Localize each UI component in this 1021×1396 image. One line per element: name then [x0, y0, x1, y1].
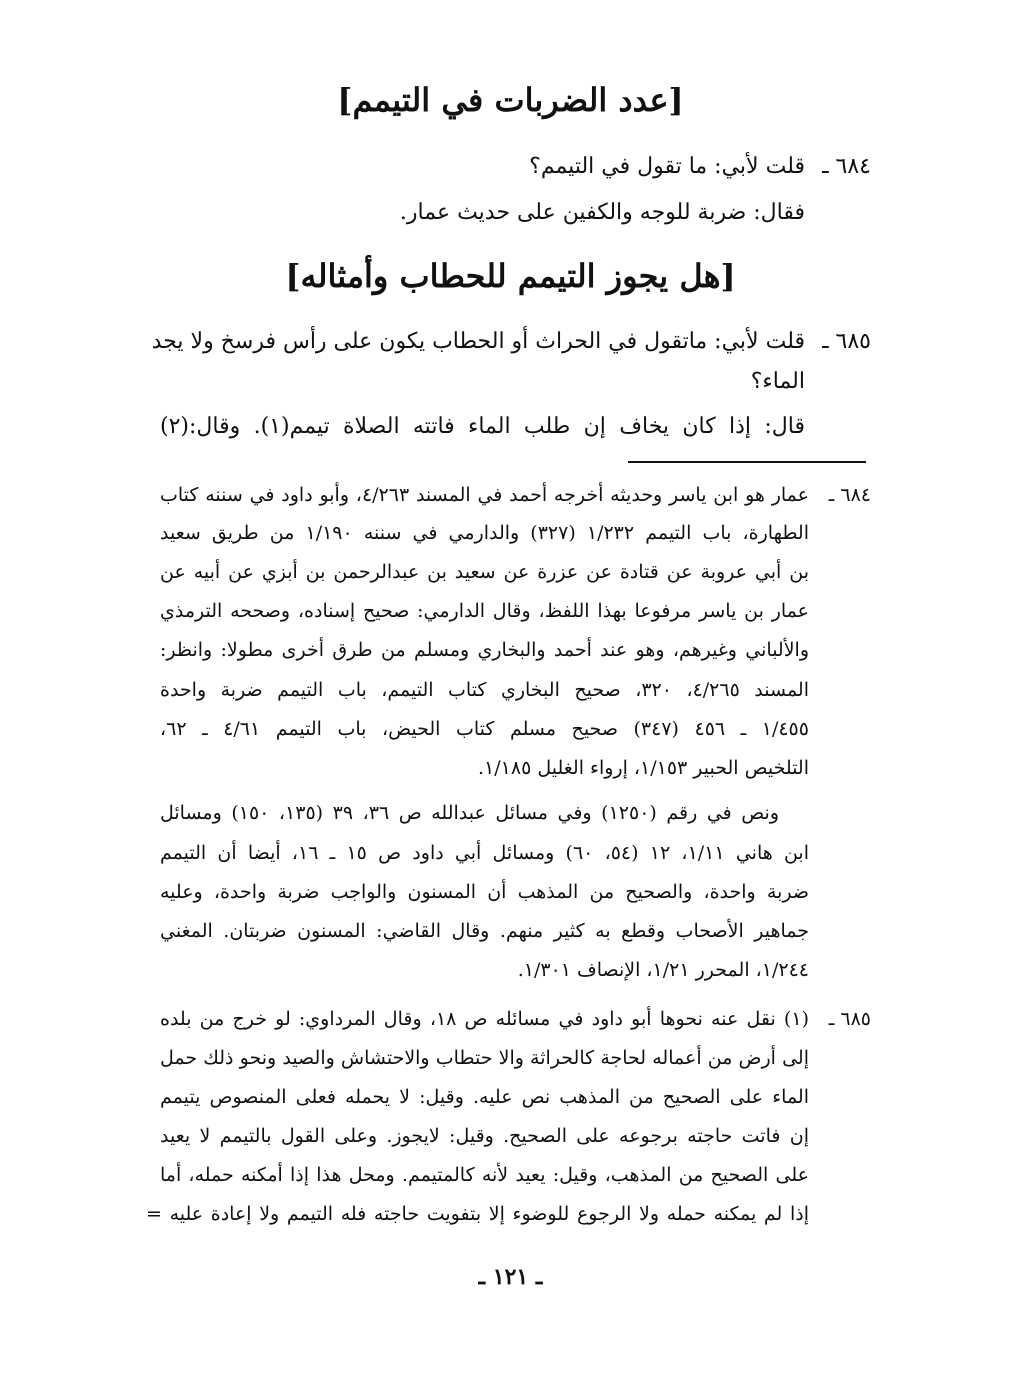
section-heading-strikes: [عدد الضربات في التيمم] — [337, 81, 684, 119]
footnote-684-text: ١/٤٥٥ ـ ٤٥٦ (٣٤٧) صحيح مسلم كتاب الحيض، باب التيمم ٤/٦١ ـ ٦٢، — [160, 718, 809, 740]
footnote-684-text: عمار بن ياسر مرفوعا بهذا اللفظ، وقال الدارمي: صحيح إسناده، وصححه الترمذي — [160, 600, 809, 622]
footnote-685-text: إذا لم يمكنه حمله ولا الرجوع للوضوء إلا بتفويت حاجته فله التيمم ولا إعادة عليه = — [146, 1203, 809, 1225]
footnote-684-text: بن أبي عروبة عن قتادة عن عزرة عن سعيد بن عبدالرحمن بن أبزي عن أبيه عن — [160, 561, 809, 583]
footnote-685-text: (١) نقل عنه نحوها أبو داود في مسائله ص ١٨، وقال المرداوي: لو خرج من بلده — [160, 1008, 809, 1030]
footnote-684-text: المسند ٤/٢٦٥، ٣٢٠، صحيح البخاري كتاب التيمم، باب التيمم ضربة واحدة — [160, 679, 809, 701]
footnote-685-text: على الصحيح من المذهب، وقيل: يعيد لأنه كالمتيمم. ومحل هذا إذا أمكنه حمله، أما — [160, 1164, 809, 1186]
footnote-684b-text: ابن هاني ١/١١، ١٢ (٥٤، ٦٠) ومسائل أبي داود ص ١٥ ـ ١٦، أيضا أن التيمم — [160, 842, 810, 864]
footnote-number-685: ٦٨٥ ـ — [828, 1008, 871, 1030]
question-684-text: قلت لأبي: ما تقول في التيمم؟ — [529, 154, 805, 179]
question-number-684: ٦٨٤ ـ — [822, 154, 871, 179]
footnote-684-text: التلخيص الحبير ١/١٥٣، إرواء الغليل ١/١٨٥. — [478, 757, 809, 779]
question-685-text: قلت لأبي: ماتقول في الحراث أو الحطاب يكون على رأس فرسخ ولا يجد — [151, 329, 805, 354]
footnote-684b-text: ونص في رقم (١٢٥٠) وفي مسائل عبدالله ص ٣٦، ٣٩ (١٣٥، ١٥٠) ومسائل — [160, 802, 780, 824]
footnote-separator — [628, 461, 866, 463]
question-685-text-cont: الماء؟ — [750, 369, 805, 394]
page-number: ـ ١٢١ ـ — [478, 1264, 543, 1290]
footnote-684-text: عمار هو ابن ياسر وحديثه أخرجه أحمد في المسند ٤/٢٦٣، وأبو داود في سننه كتاب — [160, 484, 809, 506]
footnote-684b-text: جماهير الأصحاب وقطع به كثير منهم. وقال القاضي: المسنون ضربتان. المغني — [160, 920, 809, 942]
footnote-684-text: والألباني وغيرهم، وهو عند أحمد والبخاري ومسلم من طرق أخرى مطولا: وانظر: — [160, 639, 810, 661]
answer-684-text: فقال: ضربة للوجه والكفين على حديث عمار. — [399, 200, 805, 225]
section-heading-woodcutter: [هل يجوز التيمم للحطاب وأمثاله] — [285, 257, 736, 295]
footnote-685-text: الماء على الصحيح من المذهب نص عليه. وقيل: لا يحمله فعلى المنصوص يتيمم — [160, 1086, 809, 1108]
footnote-685-text: إن فاتت حاجته برجوعه على الصحيح. وقيل: لايجوز. وعلى القول بالتيمم لا يعيد — [160, 1125, 809, 1147]
footnote-684b-text: ١/٢٤٤، المحرر ١/٢١، الإنصاف ١/٣٠١. — [517, 959, 809, 981]
question-number-685: ٦٨٥ ـ — [822, 329, 871, 354]
footnote-number-684: ٦٨٤ ـ — [828, 484, 871, 506]
footnote-685-text: إلى أرض من أعماله لحاجة كالحراثة والا حتطاب والاحتشاش والصيد ونحو ذلك حمل — [160, 1047, 809, 1069]
footnote-684-text: الطهارة، باب التيمم ١/٢٣٢ (٣٢٧) والدارمي في سننه ١/١٩٠ من طريق سعيد — [160, 522, 809, 544]
answer-685-text: قال: إذا كان يخاف إن طلب الماء فاتته الصلاة تيمم(١). وقال:(٢) — [160, 414, 805, 439]
footnote-684b-text: ضربة واحدة، والصحيح من المذهب أن المسنون والواجب ضربة واحدة، وعليه — [160, 881, 809, 903]
